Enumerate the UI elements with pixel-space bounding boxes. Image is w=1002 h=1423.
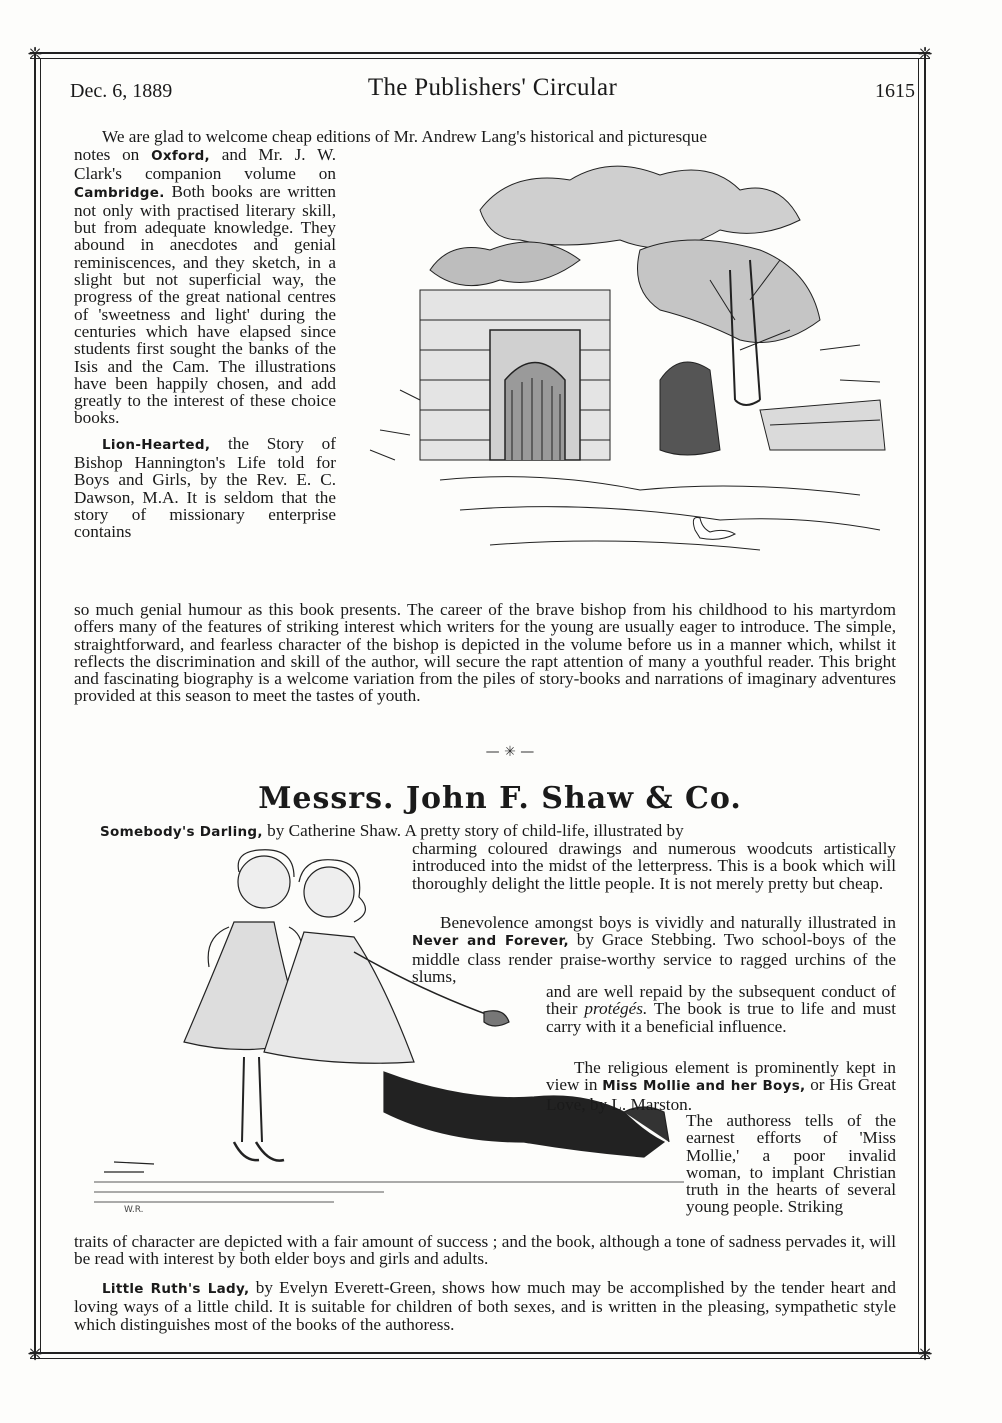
book-title-never-and-forever: Never and Forever,: [412, 933, 569, 950]
page-header: [70, 74, 915, 108]
frame-bottom-inner: [30, 1358, 930, 1359]
book-title-little-ruths-lady: Little Ruth's Lady,: [102, 1281, 250, 1297]
section-heading: Messrs. John F. Shaw & Co.: [258, 781, 742, 816]
corner-ornament-icon: ❈: [27, 1344, 43, 1365]
frame-top-inner: [30, 58, 930, 59]
frame-left-inner: [40, 58, 41, 1354]
gateway-illustration: [340, 150, 902, 590]
paragraph-miss-mollie-continued: traits of character are depicted with a fair amount of success ; and the book, although a tone of sadness pervades it, will be read with interest by both elder boys and girls and adults.: [74, 1232, 896, 1269]
book-title-somebodys-darling: Somebody's Darling,: [100, 824, 263, 840]
paragraph-never-and-forever-narrow: and are well repaid by the subsequent conduct of their protégés. The book is true to life and must carry with it a beneficial influence.: [546, 982, 897, 1036]
frame-left-outer: [34, 52, 36, 1358]
paragraph-somebodys-darling-side: charming coloured drawings and numerous woodcuts artistically introduced into the midst of the letterpress. This is a book which will thoroughly delight the little people. It is not merely pretty but cheap.: [412, 839, 896, 893]
paragraph-somebodys-darling-first: Somebody's Darling, by Catherine Shaw. A pretty story of child-life, illustrated by: [100, 821, 684, 840]
header-page-number: 1615: [875, 80, 915, 102]
frame-right-inner: [918, 58, 919, 1354]
corner-ornament-icon: ❈: [27, 44, 43, 65]
header-title: The Publishers' Circular: [367, 74, 618, 101]
illustrator-signature: W.R.: [124, 1205, 144, 1215]
paragraph-never-and-forever: Benevolence amongst boys is vividly and naturally illustrated in Never and Forever, by Grace Stebbing. Two school-boys of the middle class render praise-worthy service to ragged urchins of the slums,: [412, 913, 896, 986]
header-date: Dec. 6, 1889: [70, 80, 173, 102]
paragraph-lion-hearted: Lion-Hearted, the Story of Bishop Hannington's Life told for Boys and Girls, by the Rev. E. C. Dawson, M.A. It is seldom that the story of missionary enterprise contains: [74, 433, 337, 542]
book-title-cambridge: Cambridge.: [74, 184, 165, 201]
corner-ornament-icon: ❈: [917, 44, 933, 65]
word-proteges: protégés.: [584, 999, 648, 1019]
paragraph-little-ruths-lady: Little Ruth's Lady, by Evelyn Everett-Green, shows how much may be accomplished by the tender heart and loving ways of a little child. It is suitable for children of both sexes, and is written in the pleasing, sympathetic style which distinguishes most of the books of the authoress.: [74, 1278, 897, 1334]
ornament-divider: — ✳ —: [485, 744, 535, 760]
corner-ornament-icon: ❈: [917, 1344, 933, 1365]
book-title-oxford: Oxford,: [151, 148, 210, 164]
book-title-lion-hearted: Lion-Hearted,: [102, 436, 211, 453]
frame-top-outer: [30, 52, 930, 54]
frame-right-outer: [924, 52, 926, 1358]
paragraph-oxford-intro: We are glad to welcome cheap editions of Mr. Andrew Lang's historical and picturesque: [102, 127, 707, 146]
paragraph-miss-mollie: The religious element is prominently kept in view in Miss Mollie and her Boys, or His Great Love, by L. Marston.: [546, 1058, 897, 1114]
paragraph-miss-mollie-narrow: The authoress tells of the earnest efforts of 'Miss Mollie,' a poor invalid woman, to implant Christian truth in the hearts of several young people. Striking: [686, 1111, 896, 1217]
frame-bottom-outer: [30, 1352, 930, 1354]
paragraph-lion-hearted-continued: so much genial humour as this book presents. The career of the brave bishop from his childhood to his martyrdom offers many of the features of striking interest which writers for the young are usually eager to introduce. The simple, straightforward, and fearless character of the bishop is depicted in the volume before us in a manner which, whilst it reflects the discrimination and skill of the author, will secure the rapt attention of many a youthful reader. This bright and fascinating biography is a welcome variation from the piles of story-books and narrations of imaginary adventures provided at this season to meet the tastes of youth.: [74, 600, 896, 706]
paragraph-oxford-column: notes on Oxford, and Mr. J. W. Clark's companion volume on Cambridge. Both books are written not only with practised literary skill, but from adequate knowledge. They abound in anecdotes and genial reminiscences, and they sketch, in a slight but not superficial way, the progress of the great national centres of 'sweetness and light' during the centuries which have elapsed since students first sought the banks of the Isis and the Cam. The illustrations have been happily chosen, and add greatly to the interest of these choice books. Lion-Hearted, the Story of Bishop Hannington's Life told for Boys and Girls, by the Rev. E. C. Dawson, M.A. It is seldom that the story of missionary enterprise contains: [74, 145, 337, 542]
book-title-miss-mollie: Miss Mollie and her Boys,: [602, 1078, 806, 1095]
